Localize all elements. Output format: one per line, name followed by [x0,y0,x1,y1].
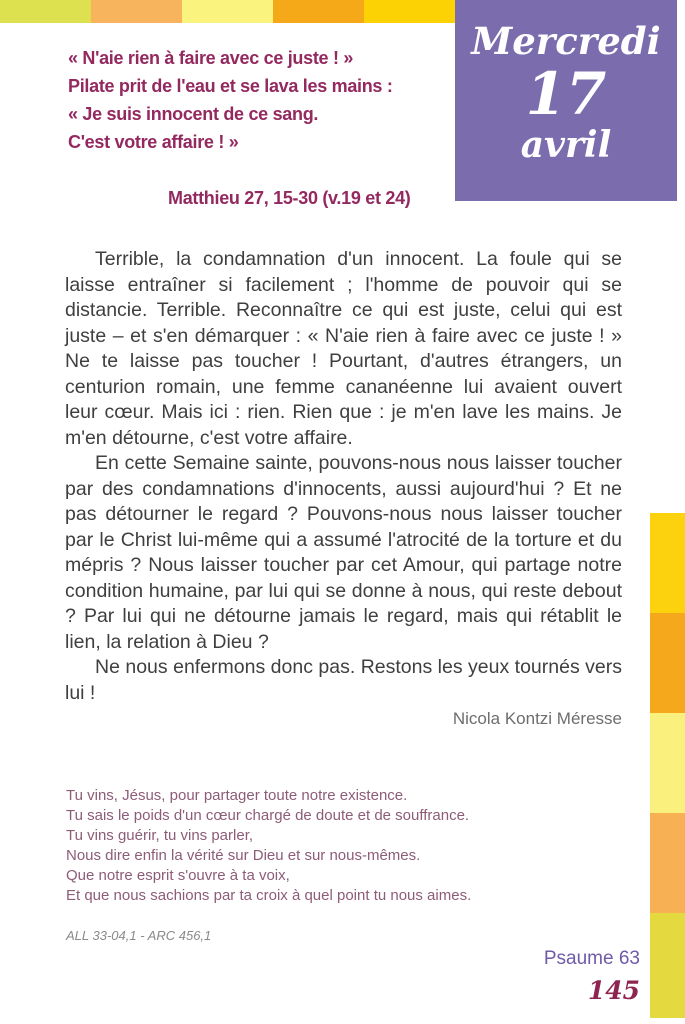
prayer-line: Tu sais le poids d'un cœur chargé de doute et de souffrance. [66,807,470,824]
scripture-reference: Matthieu 27, 15-30 (v.19 et 24) [168,188,411,208]
scripture-quote-line: « N'aie rien à faire avec ce juste ! » [68,48,354,68]
prayer-line: Tu vins, Jésus, pour partager toute notre existence. [66,787,408,804]
color-square [650,513,685,613]
prayer-line: Et que nous sachions par ta croix à quel point tu nous aimes. [66,887,472,904]
scripture-quote-line: « Je suis innocent de ce sang. [68,104,319,124]
psalm-reference: Psaume 63 [543,948,640,969]
prayer-reference: ALL 33-04,1 - ARC 456,1 [66,928,212,943]
prayer-line: Que notre esprit s'ouvre à ta voix, [66,867,290,884]
date-weekday: Mercredi [471,19,661,63]
top-color-strip [0,0,455,23]
date-month: avril [520,124,612,166]
color-square [364,0,455,23]
scripture-quote-line: C'est votre affaire ! » [68,132,239,152]
color-square [650,613,685,713]
scripture-quote-line: Pilate prit de l'eau et se lava les mains : [68,76,393,96]
date-day: 17 [525,60,607,128]
right-color-strip [650,513,685,1018]
page-number: 145 [587,976,640,1005]
color-square [91,0,182,23]
date-box [455,0,677,201]
color-square [650,813,685,913]
color-square [0,0,91,23]
prayer-line: Nous dire enfin la vérité sur Dieu et sur nous-mêmes. [66,847,421,864]
color-square [650,713,685,813]
meditation-text [65,247,622,732]
color-square [273,0,364,23]
meditation-paragraph: Ne nous enfermons donc pas. Restons les yeux tournés vers lui ! [65,656,622,704]
scripture-quote [68,44,410,212]
prayer-text [66,786,471,906]
meditation-paragraph: Terrible, la condamnation d'un innocent. La foule qui se laisse entraîner si facilement ; l'homme de pouvoir qui se distancie. Terrible. Reconnaître ce qui est juste, celui qui est juste – et s'en démarquer : « N'aie rien à faire avec ce juste ! » Ne te laisse pas toucher ! Pourtant, d'autres étrangers, un centurion romain, une femme cananéenne lui avaient ouvert leur cœur. Mais ici : rien. Rien que : je m'en lave les mains. Je m'en détourne, c'est votre affaire. [65,248,622,449]
color-square [650,913,685,1018]
meditation-author: Nicola Kontzi Méresse [452,709,622,728]
prayer-line: Tu vins guérir, tu vins parler, [66,827,254,844]
meditation-paragraph: En cette Semaine sainte, pouvons-nous nous laisser toucher par des condamnations d'innocents, aussi aujourd'hui ? Et ne pas détourner le regard ? Pouvons-nous nous laisser toucher par le Christ lui-même qui a assumé l'atrocité de la torture et du mépris ? Nous laisser toucher par cet Amour, qui partage notre condition humaine, par lui qui se donne à nous, qui reste debout ? Par lui qui ne détourne jamais le regard, mais qui rétablit le lien, la relation à Dieu ? [65,452,622,653]
color-square [182,0,273,23]
